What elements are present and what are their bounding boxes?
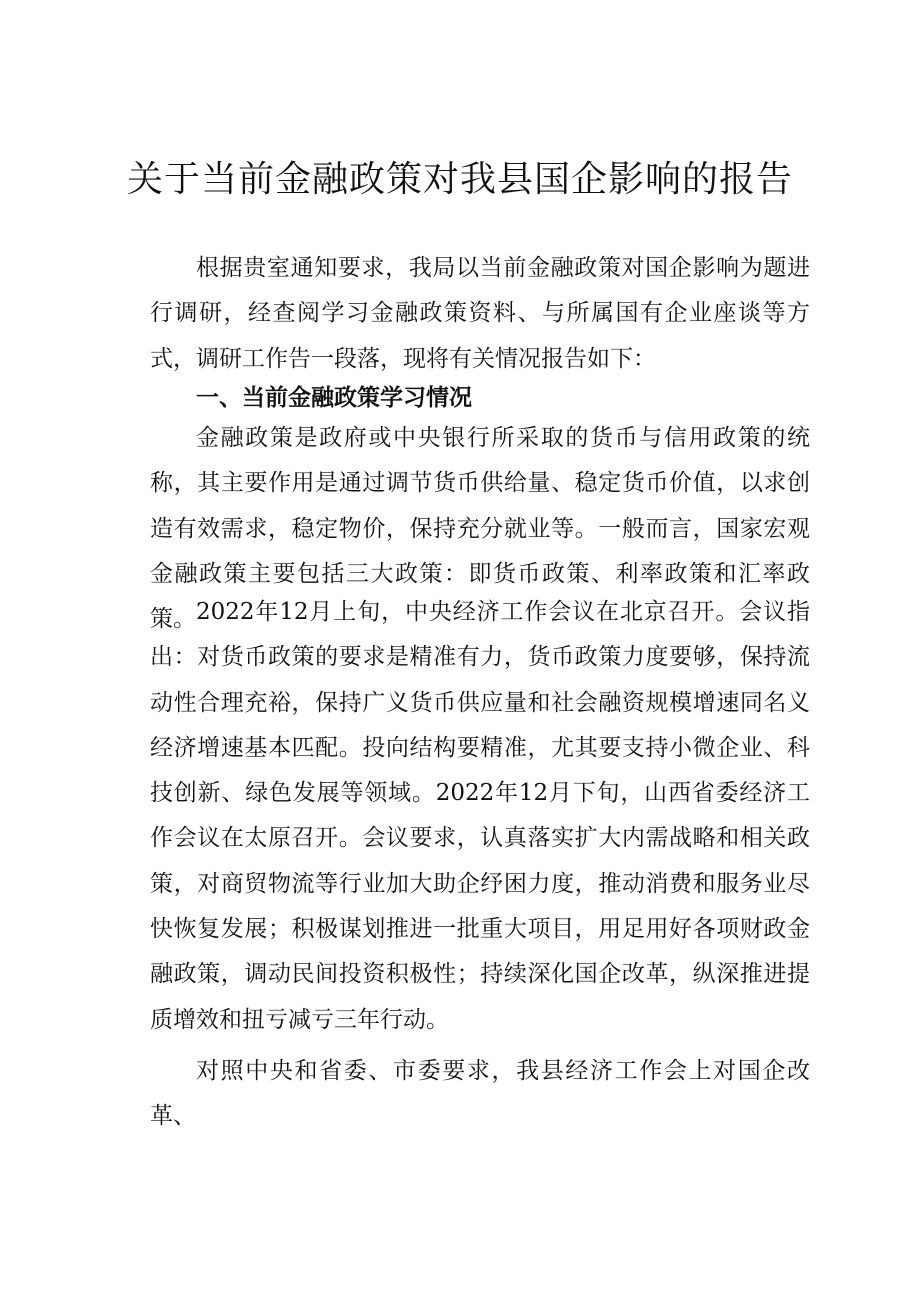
section-heading: 一、当前金融政策学习情况 bbox=[196, 385, 472, 411]
body-paragraph: 金融政策是政府或中央银行所采取的货币与信用政策的统称，其主要作用是通过调节货币供给量、稳定货币价值，以求创造有效需求，稳定物价，保持充分就业等。一般而言，国家宏观金融政策主要包括三大政策：即货币政策、利率政策和汇率政策。 bbox=[150, 425, 810, 633]
document-title: 关于当前金融政策对我县国企影响的报告 bbox=[126, 159, 793, 200]
intro-paragraph: 根据贵室通知要求，我局以当前金融政策对国企影响为题进行调研，经查阅学习金融政策资料、与所属国有企业座谈等方式，调研工作告一段落，现将有关情况报告如下： bbox=[150, 255, 810, 372]
body-paragraph: 对照中央和省委、市委要求，我县经济工作会上对国企改革、 bbox=[150, 1058, 810, 1130]
body-paragraph: 2022年12月上旬，中央经济工作会议在北京召开。会议指出：对货币政策的要求是精准有力，货币政策力度要够，保持流动性合理充裕，保持广义货币供应量和社会融资规模增速同名义经济增速基本匹配。投向结构要精准，尤其要支持小微企业、科技创新、绿色发展等领域。2022年12月下旬，山西省委经济工作会议在太原召开。会议要求，认真落实扩大内需战略和相关政策，对商贸物流等行业加大助企纾困力度，推动消费和服务业尽快恢复发展；积极谋划推进一批重大项目，用足用好各项财政金融政策，调动民间投资积极性；持续深化国企改革，纵深推进提质增效和扭亏减亏三年行动。 bbox=[150, 599, 810, 1033]
